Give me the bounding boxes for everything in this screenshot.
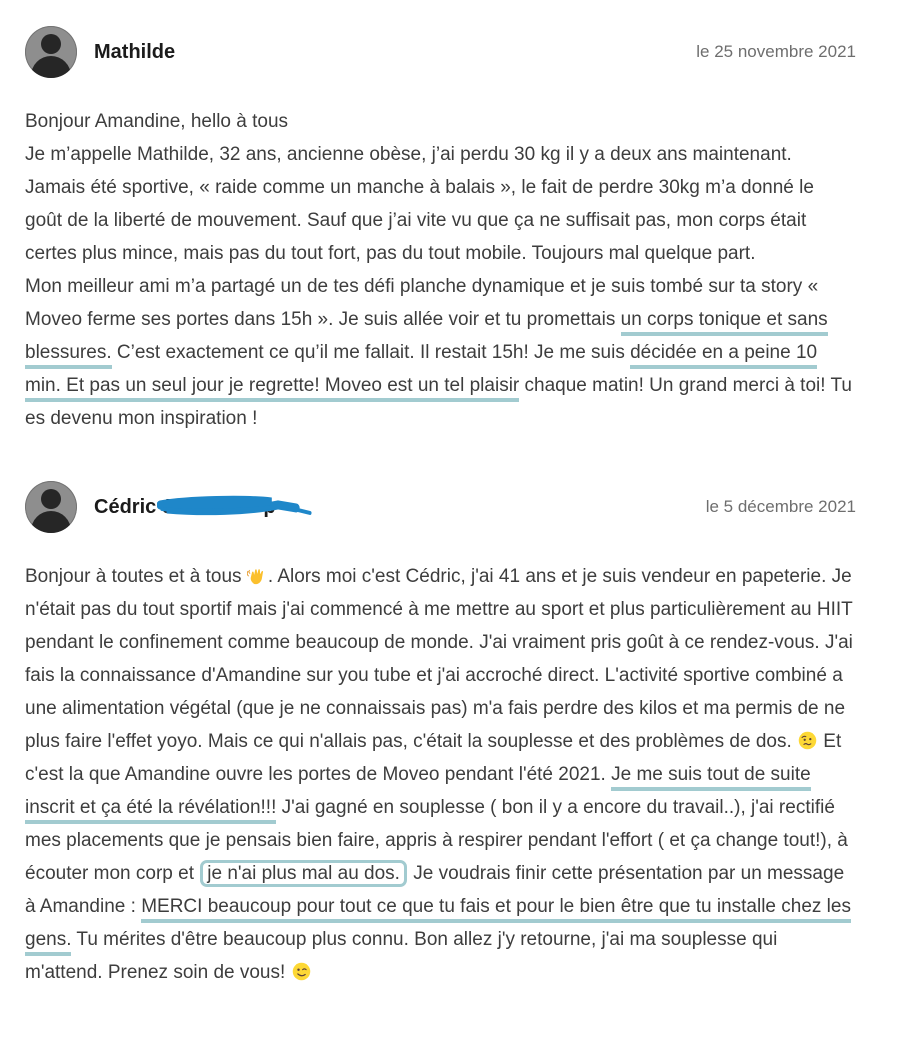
comment-header (25, 481, 856, 533)
comment-header (25, 26, 856, 78)
text-segment: Tu mérites d'être beaucoup plus connu. Bon allez j'y retourne, j'ai ma souplesse qui m'attend. Prenez soin de vous! (25, 929, 778, 983)
user-avatar-icon (25, 26, 77, 78)
comment-card (25, 26, 856, 435)
author-name (94, 496, 276, 519)
comment-paragraph (25, 105, 856, 138)
comment-paragraph (25, 138, 856, 270)
scribble-redaction-icon (157, 493, 312, 519)
comment-paragraph (25, 560, 856, 989)
text-segment: Je voudrais finir cette présentation par un message à Amandine : (25, 863, 845, 917)
confused-face-emoji (797, 730, 818, 751)
comment-date: le 25 novembre 2021 (696, 42, 856, 61)
text-segment: J'ai gagné en souplesse ( bon il y a encore du travail..), j'ai rectifié mes placements que je pensais bien faire, appris à respirer pendant l'effort ( et ça change tout!), à écouter mon corp et (25, 797, 848, 884)
text-segment: Bonjour à toutes et à tous (25, 566, 247, 587)
text-segment: Je m’appelle Mathilde, 32 ans, ancienne obèse, j’ai perdu 30 kg il y a deux ans maintenant. Jamais été sportive, « raide comme un manche à balais », le fait de perdre 30kg m’a donné le goût de la liberté de mouvement. Sauf que j’ai vite vu que ça ne suffisait pas, mon corps était certes plus mince, mais pas du tout fort, pas du tout mobile. Toujours mal quelque part. (25, 144, 814, 264)
text-segment: chaque matin! Un grand merci à toi! Tu es devenu mon inspiration ! (25, 375, 852, 429)
text-segment: Bonjour Amandine, hello à tous (25, 111, 289, 132)
comment-body (25, 560, 856, 989)
surname-visible-end: p (263, 495, 276, 518)
text-segment: Et c'est la que Amandine ouvre les portes de Moveo pendant l'été 2021. (25, 731, 842, 785)
comment-paragraph (25, 270, 856, 435)
author-first-name: Cédric (94, 495, 157, 518)
winking-face-emoji (291, 961, 312, 982)
text-segment: Mon meilleur ami m’a partagé un de tes défi planche dynamique et je suis tombé sur ta story « Moveo ferme ses portes dans 15h ». Je suis allée voir et tu promettais (25, 276, 819, 330)
author-name (94, 41, 175, 64)
comment-body (25, 105, 856, 435)
user-avatar-icon (25, 481, 77, 533)
author-first-name: Mathilde (94, 40, 176, 63)
highlighted-text: Je me suis tout de suite inscrit et ça été la révélation!!! (25, 764, 811, 824)
comment-card (25, 481, 856, 989)
boxed-text: je n'ai plus mal au dos. (200, 860, 407, 887)
comment-date: le 5 décembre 2021 (705, 497, 856, 516)
surname-visible-start: J (162, 495, 174, 518)
highlighted-text: décidée en a peine 10 min. Et pas un seul jour je regrette! Moveo est un tel plaisir (25, 342, 817, 402)
waving-hand-emoji (247, 565, 268, 586)
text-segment: C’est exactement ce qu’il me fallait. Il restait 15h! Je me suis (111, 342, 631, 363)
highlighted-text: un corps tonique et sans blessures. (25, 309, 828, 369)
highlighted-text: MERCI beaucoup pour tout ce que tu fais et pour le bien être que tu installe chez les gens. (25, 896, 851, 956)
text-segment: . Alors moi c'est Cédric, j'ai 41 ans et je suis vendeur en papeterie. Je n'était pas du tout sportif mais j'ai commencé à me mettre au sport et plus particulièrement au HIIT pendant le confinement comme beaucoup de monde. J'ai vraiment pris goût à ce rendez-vous. J'ai fais la connaissance d'Amandine sur you tube et j'ai accroché direct. L'activité sportive combiné a une alimentation végétal (que je ne connaissais pas) m'a fais perdre des kilos et ma permis de ne plus faire l'effet yoyo. Mais ce qui n'allais pas, c'était la souplesse et des problèmes de dos. (25, 566, 853, 752)
author-surname-redacted (162, 496, 275, 519)
comments-list (25, 26, 856, 989)
